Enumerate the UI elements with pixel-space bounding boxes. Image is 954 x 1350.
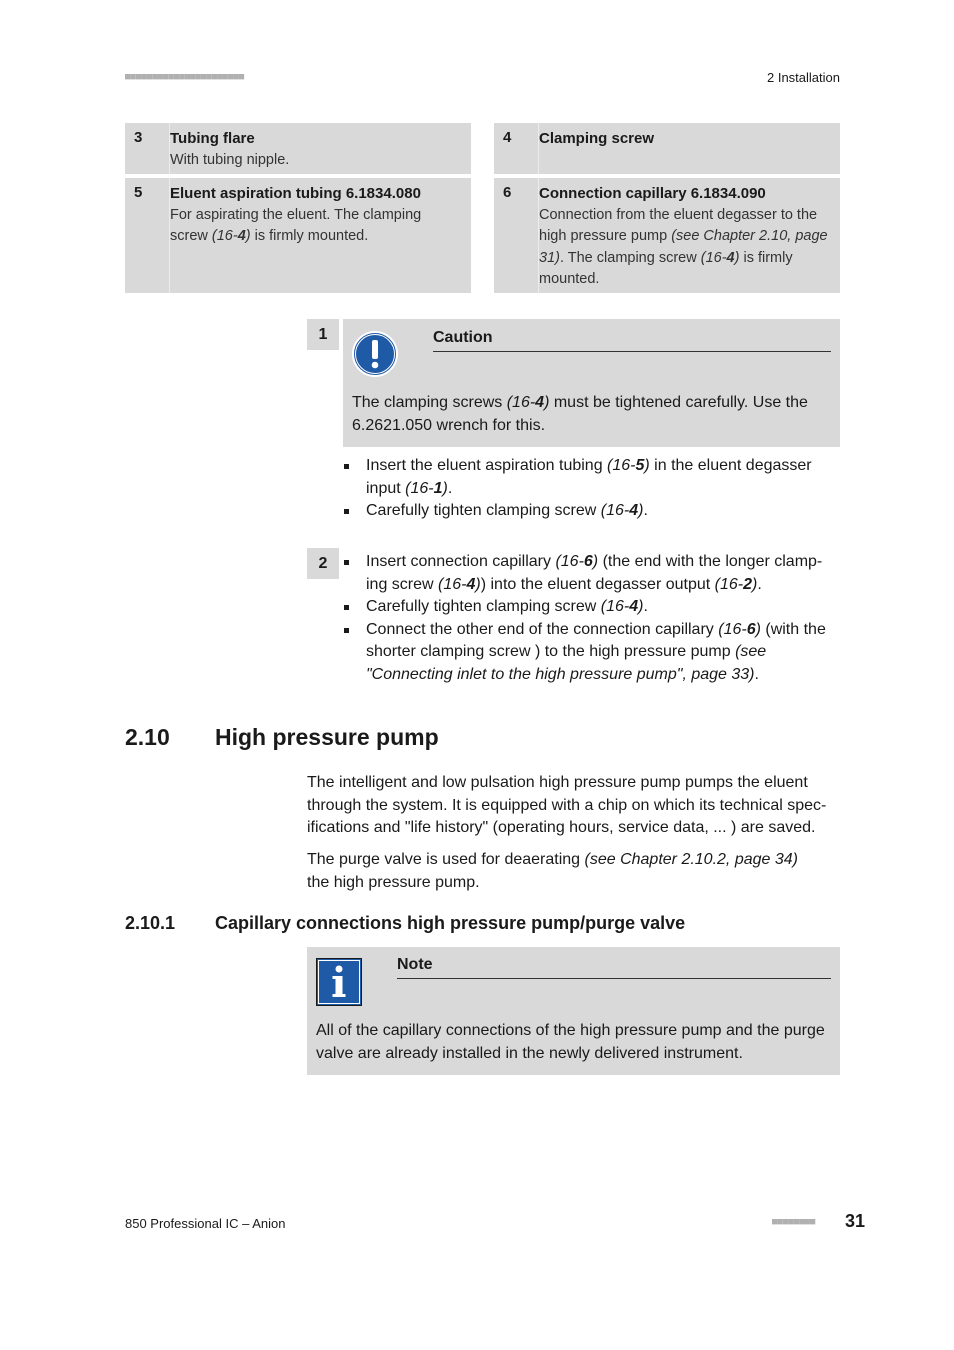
legend-cell-5 [125, 178, 471, 293]
note-rule [397, 978, 831, 979]
section-paragraph-1: The intelligent and low pulsation high pressure pump pumps the eluent through the system. It is equipped with a chip on which its technical spec-ifications and "life history" (operating hours, service data, ... ) are saved. [307, 774, 827, 836]
figure-reference[interactable]: (16-6) [718, 620, 761, 638]
header-decoration: ■■■■■■■■■■■■■■■■■■■■■■ [125, 72, 245, 82]
exclamation-icon [352, 331, 398, 377]
list-item: Connect the other end of the connection capillary (16-6) (with the shorter clamping screw ) to the high pressure pump (see "Connecting inlet to the high pressure pump", page 33). [342, 619, 837, 687]
step2-bullets [342, 551, 837, 686]
figure-reference[interactable]: (16-2) [714, 575, 758, 593]
page-number: 31 [845, 1211, 866, 1231]
list-item: Insert connection capillary (16-6) (the end with the longer clamp-ing screw (16-4)) into the eluent degasser output (16-2). [342, 551, 837, 596]
figure-reference[interactable]: (16-5) [607, 457, 650, 474]
legend-title: Clamping screw [539, 130, 655, 147]
section-paragraph-2: The purge valve is used for deaerating (see Chapter 2.10.2, page 34) the high pressure pump. [307, 851, 798, 891]
footer-product: 850 Professional IC – Anion [125, 1216, 286, 1231]
note-text: All of the capillary connections of the high pressure pump and the purge valve are already installed in the newly delivered instrument. [316, 1022, 825, 1062]
legend-cell-3 [125, 123, 471, 174]
figure-reference[interactable]: (16-4) [211, 228, 251, 244]
footer-decoration: ■■■■■■■■ [772, 1217, 816, 1227]
figure-reference[interactable]: (16-4) [600, 502, 644, 519]
section-number: 2.10 [125, 724, 170, 750]
section-title: High pressure pump [215, 724, 439, 750]
caution-box [343, 319, 840, 447]
figure-reference[interactable]: (16-6) [555, 553, 599, 570]
legend-description: For aspirating the eluent. The clamping screw (16-4) is firmly mounted. [170, 206, 422, 244]
legend-number: 4 [503, 129, 512, 146]
list-item: Insert the eluent aspiration tubing (16-5) in the eluent degasser input (16-1). [342, 455, 837, 500]
running-header: 2 Installation [767, 70, 840, 85]
legend-description: Connection from the eluent degasser to the high pressure pump (see Chapter 2.10, page 31). The clamping screw (16-4) is firmly mounted. [539, 206, 828, 287]
figure-reference[interactable]: (16-1) [405, 479, 448, 497]
chapter-cross-reference[interactable]: (see "Connecting inlet to the high pressure pump", page 33) [366, 643, 767, 683]
note-box [307, 947, 840, 1075]
step-number-2: 2 [307, 548, 339, 579]
legend-title: Connection capillary 6.1834.090 [539, 185, 766, 202]
legend-number: 6 [503, 184, 512, 201]
chapter-cross-reference[interactable]: (see Chapter 2.10, page 31) [539, 228, 828, 266]
caution-text: The clamping screws (16-4) must be tightened carefully. Use the 6.2621.050 wrench for this. [352, 394, 808, 434]
figure-reference[interactable]: (16-4) [600, 598, 644, 615]
chapter-cross-reference[interactable]: (see Chapter 2.10.2, page 34) [584, 851, 798, 868]
list-item: Carefully tighten clamping screw (16-4). [342, 596, 837, 619]
subsection-number: 2.10.1 [125, 913, 176, 933]
figure-reference[interactable]: (16-4) [506, 394, 550, 411]
caution-title: Caution [433, 329, 493, 346]
note-title: Note [397, 956, 433, 973]
step-number-1: 1 [307, 319, 339, 350]
info-icon [316, 958, 362, 1006]
caution-rule [433, 351, 831, 352]
legend-title: Eluent aspiration tubing 6.1834.080 [170, 185, 421, 202]
legend-number: 5 [134, 184, 143, 201]
legend-number: 3 [134, 129, 143, 146]
subsection-title: Capillary connections high pressure pump/purge valve [215, 913, 686, 933]
list-item: Carefully tighten clamping screw (16-4). [342, 500, 837, 523]
legend-description: With tubing nipple. [170, 151, 290, 168]
figure-reference[interactable]: (16-4) [700, 249, 740, 266]
legend-title: Tubing flare [170, 130, 255, 147]
step1-bullets [342, 455, 837, 523]
legend-cell-6 [494, 178, 840, 293]
figure-reference[interactable]: (16-4) [438, 575, 481, 593]
legend-cell-4 [494, 123, 840, 174]
